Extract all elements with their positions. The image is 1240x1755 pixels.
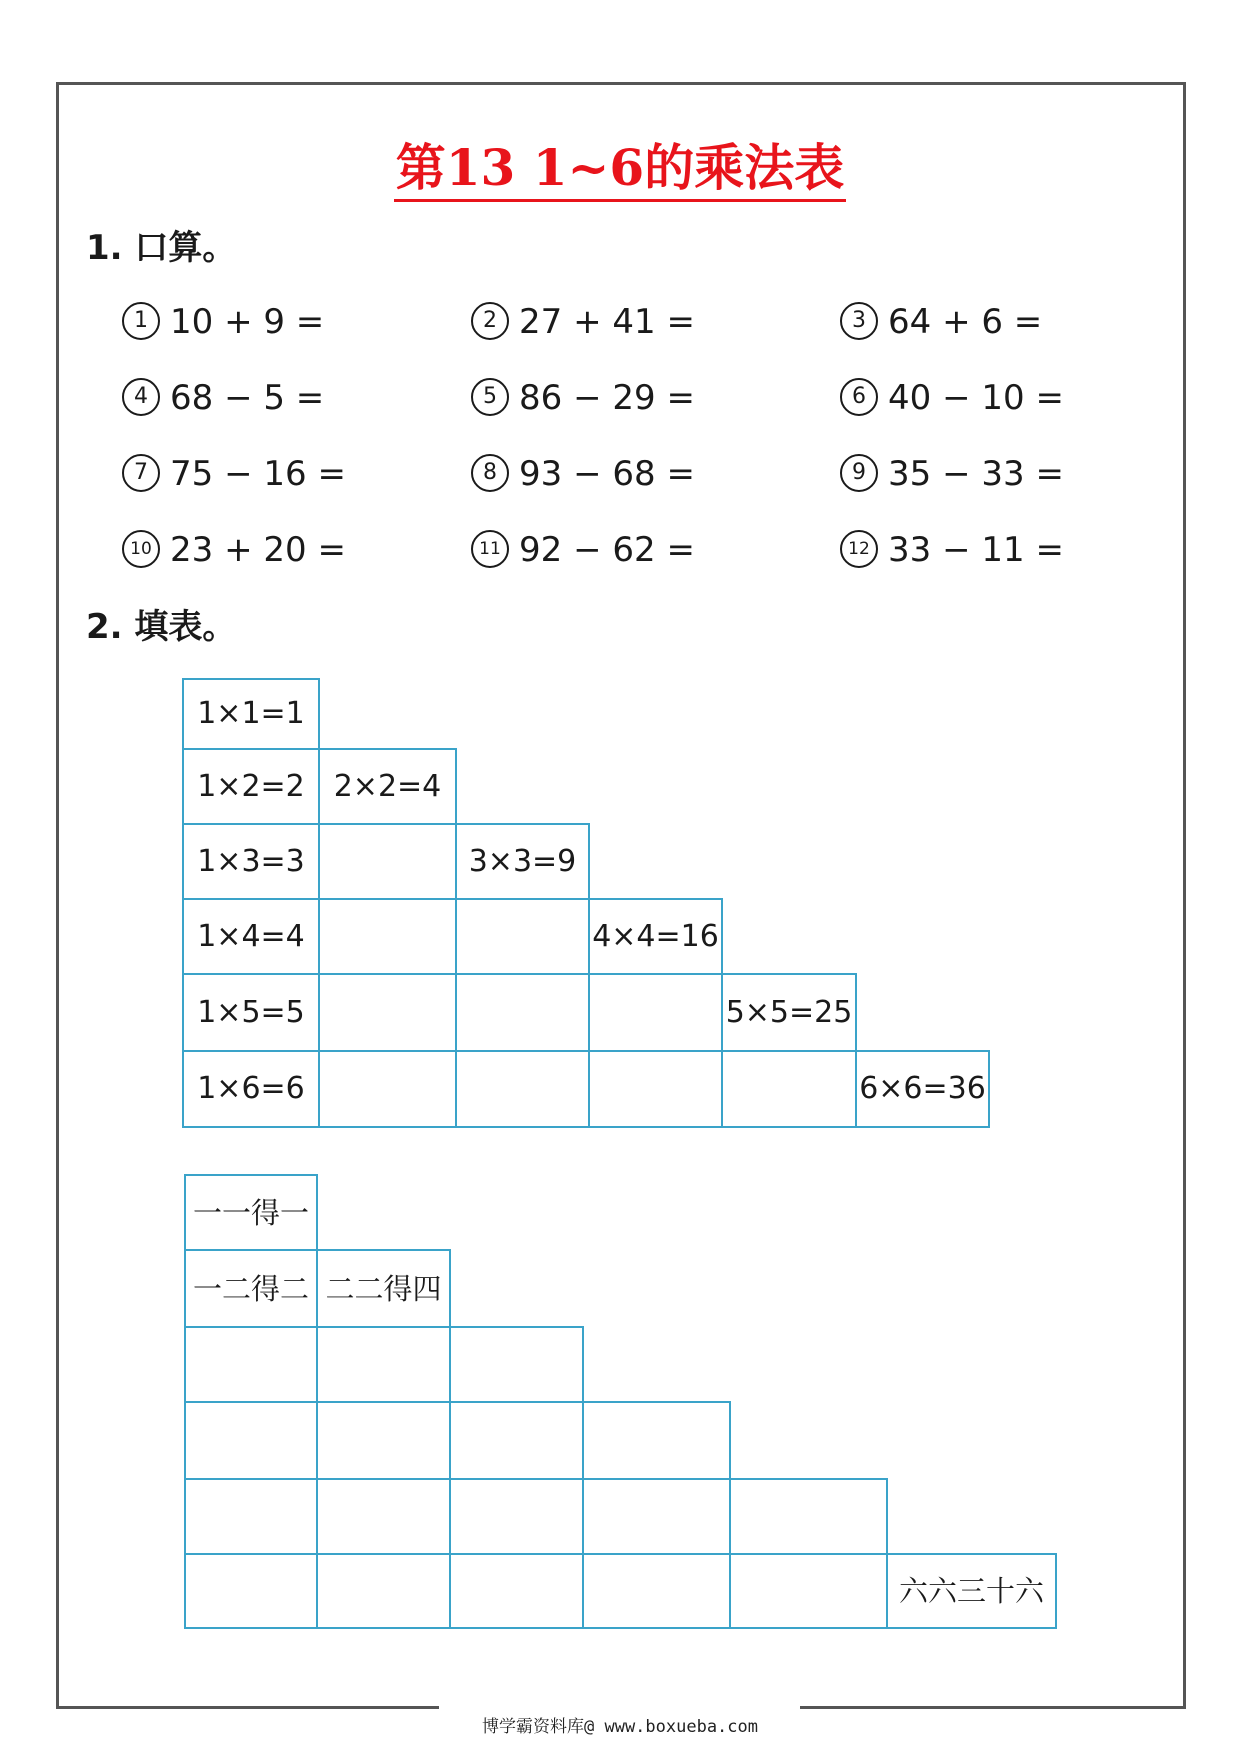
problem-number-circle: 6 — [840, 378, 878, 416]
table-cell[interactable] — [449, 1553, 584, 1629]
table-cell[interactable] — [318, 898, 457, 975]
problem-number-circle: 2 — [471, 302, 509, 340]
problem-number-circle: 7 — [122, 454, 160, 492]
table-cell: 6×6=36 — [855, 1050, 990, 1128]
table-cell[interactable] — [184, 1553, 318, 1629]
problem-number-circle: 10 — [122, 530, 160, 568]
table-cell[interactable] — [729, 1553, 888, 1629]
problem-number-circle: 11 — [471, 530, 509, 568]
problem-number-circle: 1 — [122, 302, 160, 340]
table-cell[interactable] — [582, 1553, 731, 1629]
table-cell[interactable] — [316, 1553, 451, 1629]
table-cell[interactable] — [318, 823, 457, 900]
problem-expression: 93 − 68 = — [519, 454, 695, 494]
table-cell[interactable] — [316, 1478, 451, 1555]
problem-item — [840, 302, 1042, 343]
problem-expression: 23 + 20 = — [170, 530, 346, 570]
table-cell: 一二得二 — [184, 1249, 318, 1328]
section2-heading: 2. 填表。 — [86, 607, 237, 647]
table-cell[interactable] — [455, 1050, 590, 1128]
problem-item — [471, 378, 695, 419]
table-cell: 1×5=5 — [182, 973, 320, 1052]
table-cell[interactable] — [729, 1478, 888, 1555]
problem-expression: 27 + 41 = — [519, 302, 695, 342]
table-cell: 1×3=3 — [182, 823, 320, 900]
problem-item — [840, 530, 1064, 571]
problem-number-circle: 5 — [471, 378, 509, 416]
table-cell: 2×2=4 — [318, 748, 457, 825]
problem-item — [122, 378, 324, 419]
table-cell[interactable] — [582, 1401, 731, 1480]
table-cell[interactable] — [449, 1478, 584, 1555]
frame-bottom-left-line — [56, 1706, 439, 1709]
table-cell[interactable] — [455, 898, 590, 975]
problem-item — [840, 378, 1064, 419]
problem-expression: 68 − 5 = — [170, 378, 325, 418]
problem-expression: 33 − 11 = — [888, 530, 1064, 570]
problem-expression: 75 − 16 = — [170, 454, 346, 494]
table-cell: 六六三十六 — [886, 1553, 1057, 1629]
problem-expression: 40 − 10 = — [888, 378, 1064, 418]
table-cell[interactable] — [582, 1478, 731, 1555]
table-cell: 3×3=9 — [455, 823, 590, 900]
problem-expression: 10 + 9 = — [170, 302, 325, 342]
problem-number-circle: 9 — [840, 454, 878, 492]
table-cell: 5×5=25 — [721, 973, 857, 1052]
problem-item — [840, 454, 1064, 495]
problem-item — [122, 530, 346, 571]
problem-item — [122, 302, 324, 343]
table-cell: 1×2=2 — [182, 748, 320, 825]
problem-item — [471, 530, 695, 571]
problem-item — [122, 454, 346, 495]
table-cell[interactable] — [184, 1401, 318, 1480]
problem-number-circle: 4 — [122, 378, 160, 416]
problem-expression: 64 + 6 = — [888, 302, 1043, 342]
problem-expression: 86 − 29 = — [519, 378, 695, 418]
table-cell: 二二得四 — [316, 1249, 451, 1328]
frame-bottom-right-line — [800, 1706, 1186, 1709]
table-cell[interactable] — [316, 1401, 451, 1480]
table-cell[interactable] — [316, 1326, 451, 1403]
table-cell[interactable] — [318, 973, 457, 1052]
table-cell[interactable] — [721, 1050, 857, 1128]
table-cell: 1×6=6 — [182, 1050, 320, 1128]
table-cell[interactable] — [184, 1326, 318, 1403]
table-cell[interactable] — [184, 1478, 318, 1555]
footer-watermark: 博学霸资料库@ www.boxueba.com — [482, 1717, 758, 1737]
table-cell[interactable] — [449, 1326, 584, 1403]
table-cell: 1×1=1 — [182, 678, 320, 750]
table-cell: 一一得一 — [184, 1174, 318, 1251]
problem-item — [471, 454, 695, 495]
table-cell[interactable] — [588, 973, 723, 1052]
table-cell[interactable] — [318, 1050, 457, 1128]
table-cell[interactable] — [588, 1050, 723, 1128]
problem-item — [471, 302, 695, 343]
table-cell: 1×4=4 — [182, 898, 320, 975]
page-title-text: 第13 1~6的乘法表 — [394, 138, 846, 202]
problem-expression: 35 − 33 = — [888, 454, 1064, 494]
problem-number-circle: 12 — [840, 530, 878, 568]
table-cell: 4×4=16 — [588, 898, 723, 975]
problem-number-circle: 8 — [471, 454, 509, 492]
page-title — [0, 138, 1240, 198]
section1-heading: 1. 口算。 — [86, 228, 237, 268]
problem-expression: 92 − 62 = — [519, 530, 695, 570]
table-cell[interactable] — [449, 1401, 584, 1480]
problem-number-circle: 3 — [840, 302, 878, 340]
table-cell[interactable] — [455, 973, 590, 1052]
